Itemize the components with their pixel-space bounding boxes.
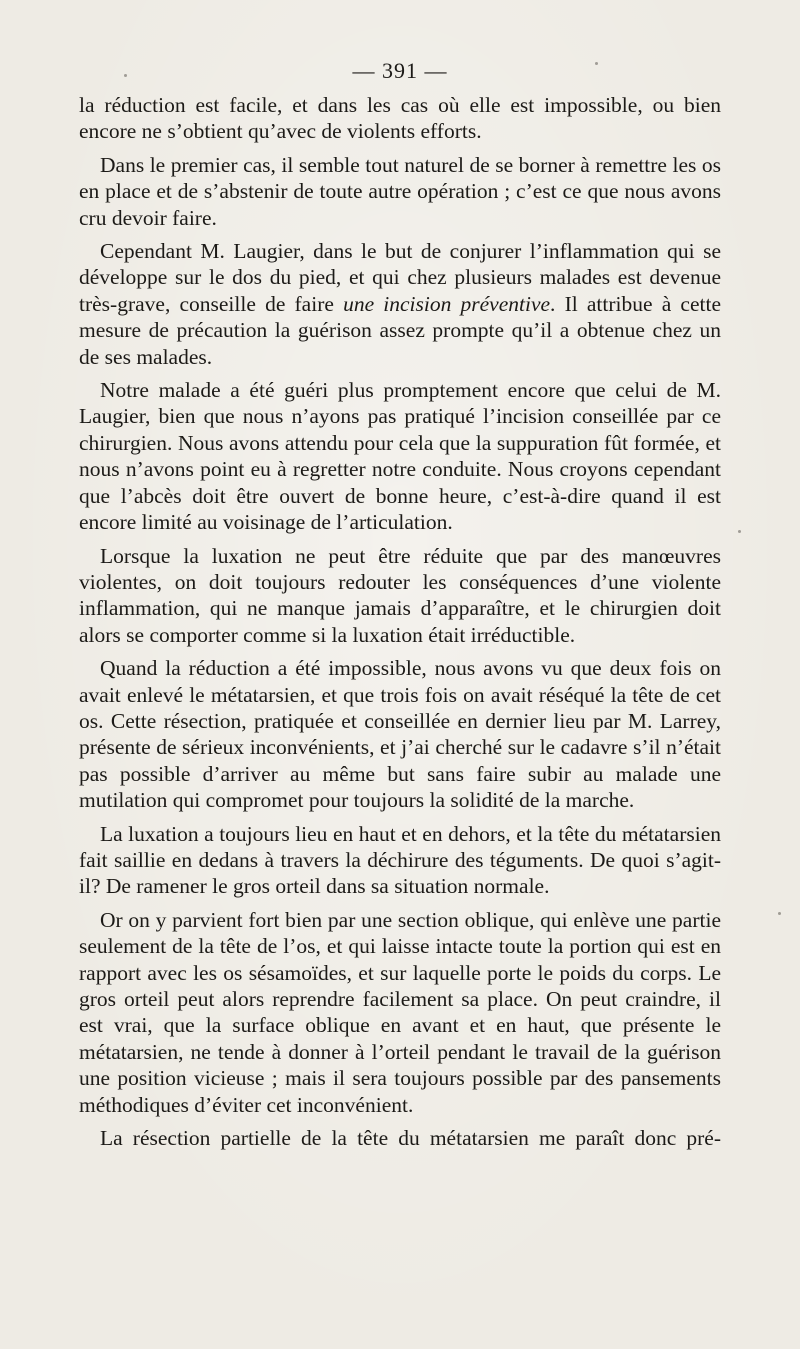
paragraph-2: Dans le premier cas, il semble tout naturel de se borner à remettre les os en place et de s’abstenir de toute autre opération ; c’est ce que nous avons cru devoir faire. [79, 152, 721, 230]
paper-speck [595, 62, 598, 65]
paragraph-7: La luxation a toujours lieu en haut et en dehors, et la tête du métatarsien fait saillie en dedans à travers la déchirure des téguments. De quoi s’agit-il? De ramener le gros orteil dans sa situation normale. [79, 821, 721, 899]
paragraph-5: Lorsque la luxation ne peut être réduite que par des manœuvres violentes, on doit toujours redouter les conséquences d’une violente inflammation, qui ne manque jamais d’apparaître, et le chirurgien doit alors se comporter comme si la luxation était irréductible. [79, 543, 721, 647]
body-text [79, 92, 721, 1151]
paper-speck [778, 912, 781, 915]
paragraph-9: La résection partielle de la tête du métatarsien me paraît donc pré- [100, 1126, 721, 1151]
emphasized-phrase: une incision préventive [343, 291, 551, 316]
page-number: — 391 — [352, 58, 448, 83]
paper-speck [738, 530, 741, 533]
paragraph-4: Notre malade a été guéri plus promptement encore que celui de M. Laugier, bien que nous n’ayons pas pratiqué l’incision conseillée par ce chirurgien. Nous avons attendu pour cela que la suppuration fût formée, et nous n’avons point eu à regretter notre conduite. Nous croyons cependant que l’abcès doit être ouvert de bonne heure, c’est-à-dire quand il est encore limité au voisinage de l’articulation. [79, 378, 721, 535]
paragraph-6: Quand la réduction a été impossible, nous avons vu que deux fois on avait enlevé le métatarsien, et que trois fois on avait réséqué la tête de cet os. Cette résection, pratiquée et conseillée en dernier lieu par M. Larrey, présente de sérieux inconvénients, et j’ai cherché sur le cadavre s’il n’était pas possible d’arriver au même but sans faire subir au malade une mutilation qui compromet pour toujours la solidité de la marche. [79, 656, 721, 813]
paragraph-8: Or on y parvient fort bien par une section oblique, qui enlève une partie seulement de la tête de l’os, et qui laisse intacte toute la portion qui est en rapport avec les os sésamoïdes, et sur laquelle porte le poids du corps. Le gros orteil peut alors reprendre facilement sa place. On peut craindre, il est vrai, que la surface oblique en avant et en haut, que présente le métatarsien, ne tende à donner à l’orteil pendant le travail de la guérison une position vicieuse ; mais il sera toujours possible par des pansements méthodiques d’éviter cet inconvénient. [79, 907, 721, 1117]
paragraph-3: Cependant M. Laugier, dans le but de conjurer l’inflammation qui se développe sur le dos du pied, et qui chez plusieurs malades est devenue très-grave, conseille de faire une incision préventive. Il attribue à cette mesure de précaution la guérison assez prompte qu’il a obtenue chez un de ses malades. [79, 239, 721, 369]
paragraph-1: la réduction est facile, et dans les cas où elle est impossible, ou bien encore ne s’obtient qu’avec de violents efforts. [79, 93, 721, 144]
paper-speck [124, 74, 127, 77]
